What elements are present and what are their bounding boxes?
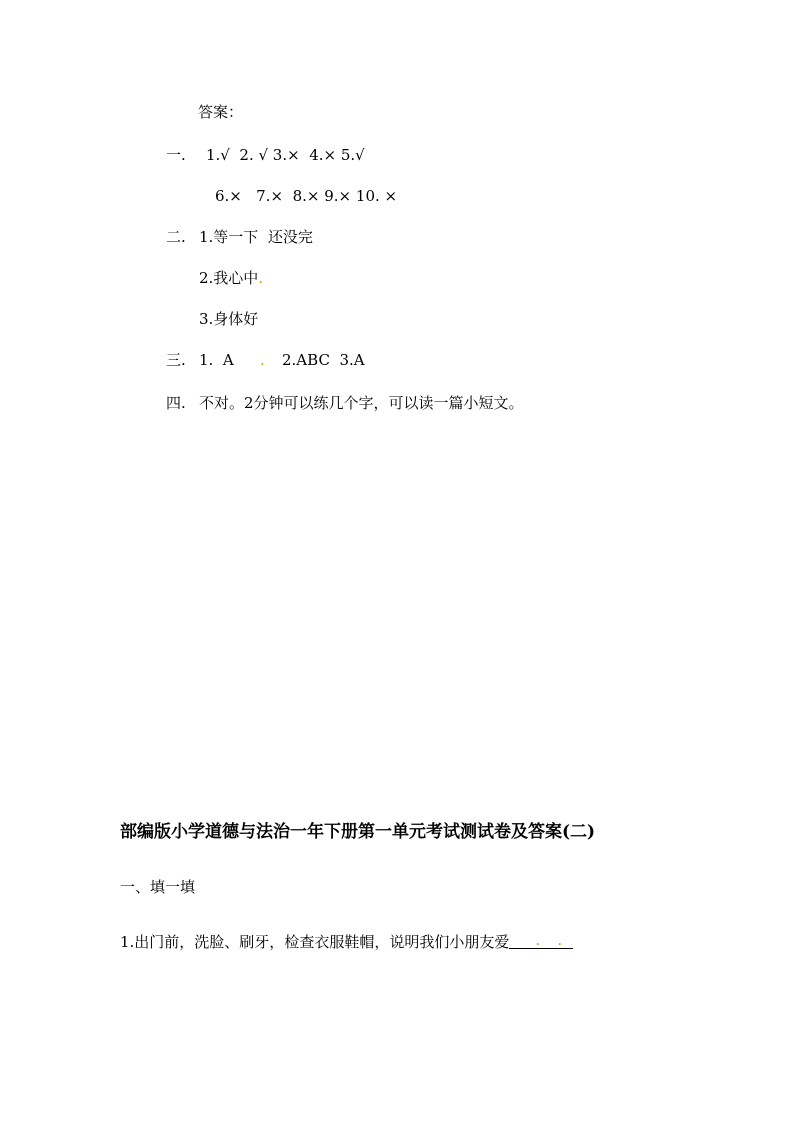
answers-heading: 答案： <box>198 103 244 121</box>
q3-number: 三. <box>166 351 186 369</box>
yellow-dot: . <box>258 269 264 287</box>
q4-number: 四. <box>166 394 186 412</box>
q2-item-2: 2.我心中. <box>199 269 264 287</box>
exam-title: 部编版小学道德与法治一年下册第一单元考试测试卷及答案(二) <box>120 822 596 842</box>
section-1-heading: 一、填一填 <box>120 878 196 896</box>
q3-part-a: 1. A <box>199 351 234 369</box>
q1-answers-row-2: 6.× 7.× 8.× 9.× 10. × <box>215 187 398 205</box>
q1-answers-row-1: 1.√ 2. √ 3.× 4.× 5.√ <box>206 146 365 164</box>
yellow-dot: . <box>260 351 265 369</box>
q4-answer: 不对。2分钟可以练几个字，可以读一篇小短文。 <box>199 394 524 412</box>
q2-item-1: 1.等一下 还没完 <box>199 228 313 246</box>
yellow-dot: . <box>557 931 563 949</box>
question-1 <box>120 932 573 952</box>
q2-number: 二. <box>166 228 186 246</box>
q3-part-b: 2.ABC 3.A <box>282 351 365 369</box>
q2-item-3: 3.身体好 <box>199 310 259 328</box>
answer-blank <box>509 932 573 949</box>
yellow-dot: . <box>535 931 541 949</box>
question-1-text: 1.出门前，洗脸、刷牙，检查衣服鞋帽，说明我们小朋友爱 <box>120 933 510 951</box>
q1-number: 一. <box>166 146 186 164</box>
